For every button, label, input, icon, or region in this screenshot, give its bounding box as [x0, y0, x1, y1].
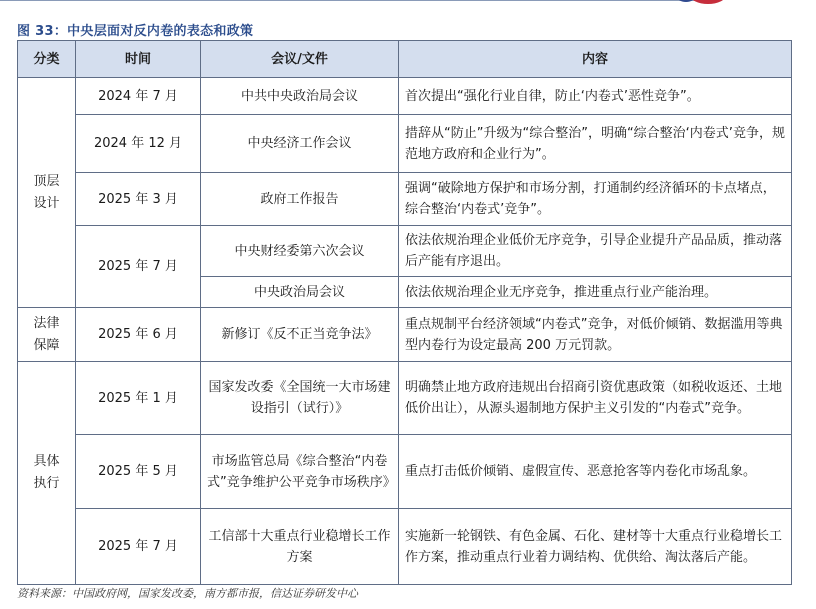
content-cell: 重点打击低价倾销、虚假宣传、恶意抢客等内卷化市场乱象。 [399, 435, 792, 509]
time-cell: 2025 年 6 月 [76, 308, 201, 362]
category-cell [18, 308, 76, 362]
content-cell: 依法依规治理企业低价无序竞争，引导企业提升产品品质，推动落后产能有序退出。 [399, 226, 792, 277]
table-row [18, 173, 792, 226]
time-cell: 2025 年 1 月 [76, 362, 201, 435]
category-top-design: 顶层设计 [33, 173, 60, 211]
table-row [18, 435, 792, 509]
time-cell: 2025 年 5 月 [76, 435, 201, 509]
time-cell: 2024 年 7 月 [76, 78, 201, 115]
category-legal: 法律保障 [33, 315, 60, 353]
table-row [18, 226, 792, 277]
meeting-cell: 中央经济工作会议 [201, 115, 399, 173]
time-cell: 2024 年 12 月 [76, 115, 201, 173]
time-cell: 2025 年 7 月 [76, 226, 201, 308]
content-cell: 重点规制平台经济领域“内卷式”竞争，对低价倾销、数据滥用等典型内卷行为设定最高 200 万元罚款。 [399, 308, 792, 362]
table-row [18, 308, 792, 362]
content-cell: 明确禁止地方政府违规出台招商引资优惠政策（如税收返还、土地低价出让），从源头遏制地方保护主义引发的“内卷式”竞争。 [399, 362, 792, 435]
table-row [18, 509, 792, 585]
time-cell: 2025 年 3 月 [76, 173, 201, 226]
top-rule [0, 0, 700, 1]
meeting-cell: 中共中央政治局会议 [201, 78, 399, 115]
header-meeting: 会议/文件 [201, 41, 399, 78]
table-row [18, 362, 792, 435]
header-time: 时间 [76, 41, 201, 78]
content-cell: 强调“破除地方保护和市场分割，打通制约经济循环的卡点堵点，综合整治‘内卷式’竞争”。 [399, 173, 792, 226]
meeting-cell: 国家发改委《全国统一大市场建设指引（试行）》 [201, 362, 399, 435]
category-cell [18, 78, 76, 308]
time-cell: 2025 年 7 月 [76, 509, 201, 585]
content-cell: 措辞从“防止”升级为“综合整治”，明确“综合整治‘内卷式’竞争，规范地方政府和企业行为”。 [399, 115, 792, 173]
figure-title: 图 33：中央层面对反内卷的表态和政策 [17, 24, 254, 39]
category-execution: 具体执行 [33, 454, 60, 491]
content-cell: 依法依规治理企业无序竞争，推进重点行业产能治理。 [399, 277, 792, 308]
policy-table [17, 40, 792, 585]
meeting-cell: 中央政治局会议 [201, 277, 399, 308]
meeting-cell: 市场监管总局《综合整治“内卷式”竞争维护公平竞争市场秩序》 [201, 435, 399, 509]
meeting-cell: 新修订《反不正当竞争法》 [201, 308, 399, 362]
content-cell: 实施新一轮钢铁、有色金属、石化、建材等十大重点行业稳增长工作方案，推动重点行业着力调结构、优供给、淘汰落后产能。 [399, 509, 792, 585]
meeting-cell: 政府工作报告 [201, 173, 399, 226]
meeting-cell: 工信部十大重点行业稳增长工作方案 [201, 509, 399, 585]
source-note: 资料来源：中国政府网，国家发改委，南方都市报，信达证券研发中心 [17, 587, 358, 600]
header-category: 分类 [18, 41, 76, 78]
table-header-row [18, 41, 792, 78]
category-cell [18, 362, 76, 585]
header-content: 内容 [399, 41, 792, 78]
table-row [18, 78, 792, 115]
content-cell: 首次提出“强化行业自律，防止‘内卷式’恶性竞争”。 [399, 78, 792, 115]
meeting-cell: 中央财经委第六次会议 [201, 226, 399, 277]
table-row [18, 115, 792, 173]
brand-logo-red [690, 0, 726, 4]
